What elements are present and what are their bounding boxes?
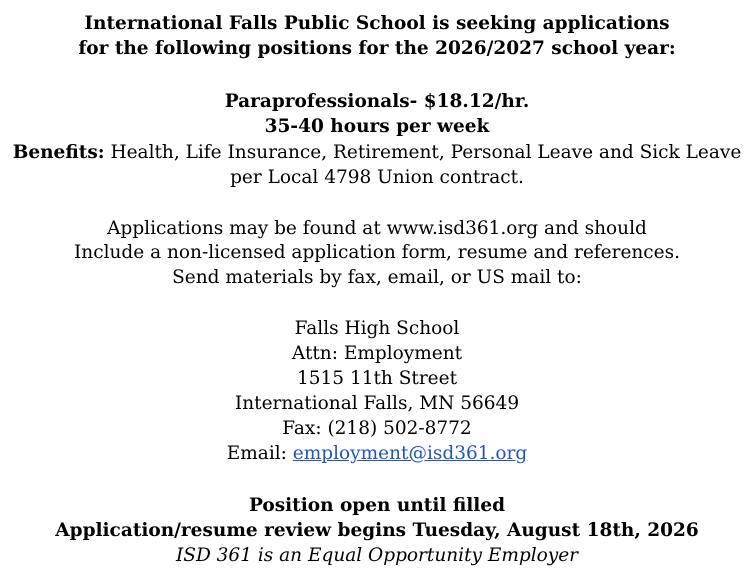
instructions-line-2: Include a non-licensed application form, resume and references. [73, 242, 680, 263]
address-city: International Falls, MN 56649 [234, 393, 520, 414]
footer-open: Position open until filled [248, 495, 506, 516]
benefits-line [0, 140, 754, 165]
email-label: Email: [226, 443, 293, 464]
email-link[interactable]: employment@isd361.org [292, 443, 528, 464]
footer-review: Application/resume review begins Tuesday, August 18th, 2026 [55, 520, 699, 541]
position-title: Paraprofessionals- $18.12/hr. [224, 91, 530, 112]
address-fax: Fax: (218) 502-8772 [282, 418, 472, 439]
instructions-line-3: Send materials by fax, email, or US mail to: [172, 267, 582, 288]
position-hours: 35-40 hours per week [264, 116, 490, 137]
address-email-line [0, 441, 754, 466]
benefits-line-2: per Local 4798 Union contract. [230, 167, 524, 188]
address-name: Falls High School [294, 318, 460, 339]
header-line-1: International Falls Public School is seeking applications [84, 13, 670, 34]
benefits-label: Benefits: [12, 142, 105, 163]
address-attn: Attn: Employment [291, 343, 463, 364]
address-street: 1515 11th Street [296, 368, 457, 389]
footer-eoe: ISD 361 is an Equal Opportunity Employer [175, 545, 579, 566]
header-line-2: for the following positions for the 2026/2027 school year: [78, 38, 676, 59]
benefits-text: Health, Life Insurance, Retirement, Personal Leave and Sick Leave [104, 142, 742, 163]
instructions-line-1: Applications may be found at www.isd361.org and should [107, 218, 647, 239]
